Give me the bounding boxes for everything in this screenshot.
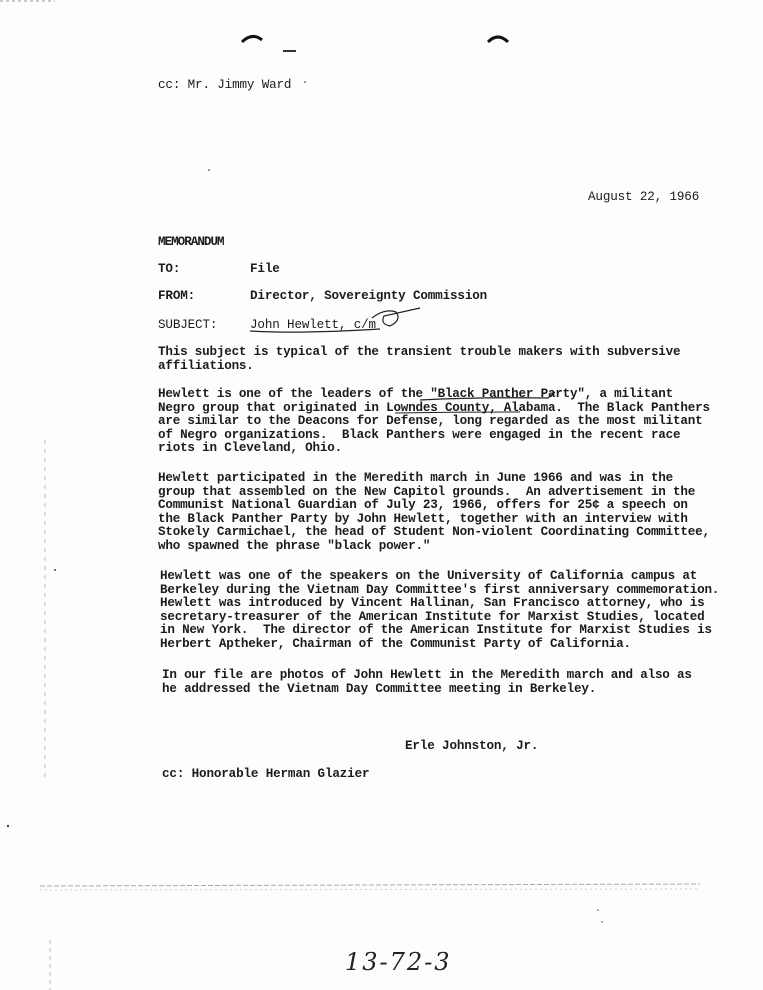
paragraph-line: he addressed the Vietnam Day Committee meeting in Berkeley. xyxy=(162,681,597,696)
paragraph-5 xyxy=(162,669,692,696)
paragraph-line: Hewlett is one of the leaders of the "Black Panther Party", a militant xyxy=(158,387,674,401)
paragraph-line: the Black Panther Party by John Hewlett, together with an interview with xyxy=(158,511,688,526)
paragraph-line: In our file are photos of John Hewlett in the Meredith march and also as xyxy=(162,668,692,682)
paragraph-line: are similar to the Deacons for Defense, long regarded as the most militant xyxy=(158,414,703,429)
memo-date: August 22, 1966 xyxy=(588,190,700,204)
to-value: File xyxy=(250,262,280,276)
subject-value: John Hewlett, c/m xyxy=(250,318,376,332)
cc-bottom-line: cc: Honorable Herman Glazier xyxy=(162,767,370,781)
paragraph-line: of Negro organizations. Black Panthers were engaged in the recent race xyxy=(158,427,681,442)
paragraph-line: who spawned the phrase "black power." xyxy=(158,538,431,553)
paragraph-2 xyxy=(158,388,710,456)
to-label: TO: xyxy=(158,262,181,276)
from-value: Director, Sovereignty Commission xyxy=(250,289,488,303)
paragraph-line: Hewlett participated in the Meredith march in June 1966 and was in the xyxy=(158,471,674,485)
paragraph-line: Berkeley during the Vietnam Day Committee's first anniversary commemoration. xyxy=(160,582,720,597)
paragraph-line: in New York. The director of the American Institute for Marxist Studies is xyxy=(160,623,712,638)
paragraph-line: secretary-treasurer of the American Institute for Marxist Studies, located xyxy=(160,609,705,624)
paragraph-4 xyxy=(160,570,719,652)
paragraph-line: affiliations. xyxy=(158,358,254,373)
subject-label: SUBJECT: xyxy=(158,318,218,332)
paragraph-line: Herbert Aptheker, Chairman of the Communist Party of California. xyxy=(160,636,631,651)
paragraph-line: Stokely Carmichael, the head of Student Non-violent Coordinating Committee, xyxy=(158,525,710,540)
memo-heading: MEMORANDUM xyxy=(158,235,224,249)
paragraph-line: group that assembled on the New Capitol grounds. An advertisement in the xyxy=(158,484,696,499)
paragraph-1 xyxy=(158,346,680,373)
from-label: FROM: xyxy=(158,289,196,303)
paragraph-line: This subject is typical of the transient trouble makers with subversive xyxy=(158,345,681,359)
paragraph-line: Negro group that originated in Lowndes County, Alabama. The Black Panthers xyxy=(158,400,710,415)
paragraph-line: riots in Cleveland, Ohio. xyxy=(158,441,342,456)
paragraph-line: Communist National Guardian of July 23, 1966, offers for 25¢ a speech on xyxy=(158,498,688,513)
paragraph-line: Hewlett was introduced by Vincent Hallinan, San Francisco attorney, who is xyxy=(160,596,705,611)
signature-line: Erle Johnston, Jr. xyxy=(405,739,539,753)
paragraph-3 xyxy=(158,472,710,554)
handwritten-document-number: 13-72-3 xyxy=(345,948,452,976)
cc-top-line: cc: Mr. Jimmy Ward xyxy=(158,78,292,92)
paragraph-line: Hewlett was one of the speakers on the University of California campus at xyxy=(160,569,698,583)
